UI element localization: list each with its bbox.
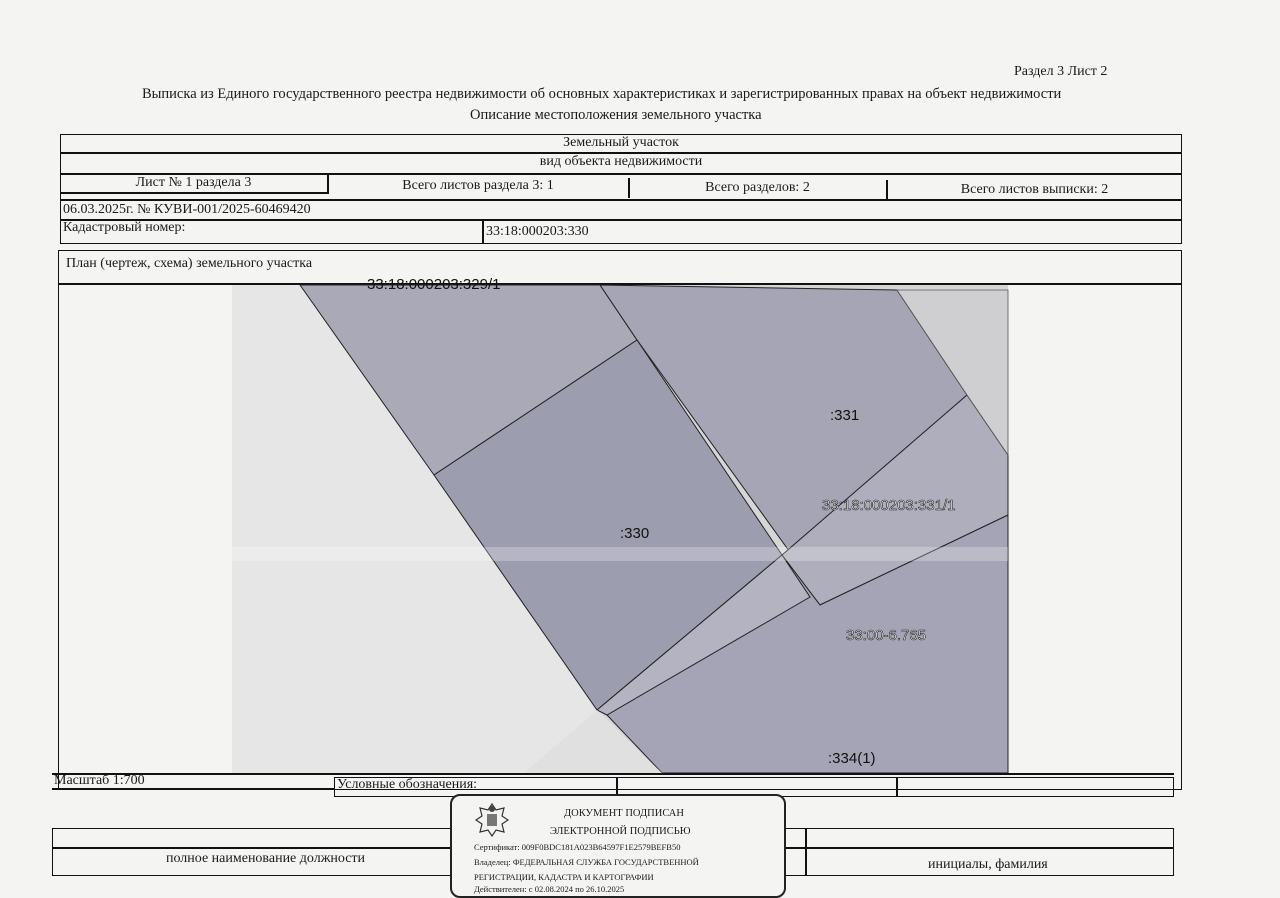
cadastral-label: Кадастровый номер: [63, 220, 186, 235]
divider [896, 777, 898, 797]
cadastral-value: 33:18:000203:330 [486, 224, 589, 239]
divider [52, 773, 1174, 775]
document-title: Выписка из Единого государственного реестра недвижимости об основных характеристиках и зарегистрированных правах на объект недвижимости [142, 86, 1062, 102]
stamp-valid: Действителен: с 02.08.2024 по 26.10.2025 [474, 884, 625, 894]
label-330: :330 [620, 525, 650, 542]
object-type: Земельный участок [563, 135, 679, 150]
divider [60, 192, 328, 194]
total-sections: Всего разделов: 2 [705, 180, 810, 195]
signature-stamp [450, 794, 786, 898]
emblem-icon [472, 800, 512, 840]
name-caption: инициалы, фамилия [928, 857, 1048, 872]
label-zone: 33:00-6.765 [846, 627, 927, 644]
scan-band [232, 547, 1008, 561]
divider [60, 219, 1182, 221]
stamp-line1: ДОКУМЕНТ ПОДПИСАН [564, 808, 684, 819]
stamp-line2: ЭЛЕКТРОННОЙ ПОДПИСЬЮ [550, 826, 691, 837]
divider [482, 219, 484, 244]
section-sheet-label: Раздел 3 Лист 2 [1014, 64, 1108, 79]
document-subtitle: Описание местоположения земельного участка [470, 107, 762, 123]
label-329-1: 33:18:000203:329/1 [367, 276, 501, 293]
divider [805, 828, 807, 876]
stamp-owner: Владелец: ФЕДЕРАЛЬНАЯ СЛУЖБА ГОСУДАРСТВЕННОЙ [474, 857, 699, 867]
plan-label: План (чертеж, схема) земельного участка [66, 256, 313, 271]
stamp-certificate: Сертификат: 009F0BDC181A023B64597F1E2579BEFB50 [474, 842, 681, 852]
label-334: :334(1) [828, 750, 876, 767]
position-caption: полное наименование должности [166, 851, 366, 866]
total-extract-sheets: Всего листов выписки: 2 [960, 182, 1109, 197]
record-date-number: 06.03.2025г. № КУВИ-001/2025-60469420 [63, 202, 311, 217]
cadastral-map [232, 276, 1008, 773]
label-331-1: 33:18:000203:331/1 [822, 497, 956, 514]
sheet-label: Лист № 1 раздела 3 [135, 175, 252, 190]
total-section-sheets: Всего листов раздела 3: 1 [402, 178, 554, 193]
stamp-owner2: РЕГИСТРАЦИИ, КАДАСТРА И КАРТОГРАФИИ [474, 872, 654, 882]
scale-label: Масштаб 1:700 [54, 773, 145, 788]
legend-label: Условные обозначения: [337, 777, 478, 792]
label-331: :331 [830, 407, 860, 424]
object-type-caption: вид объекта недвижимости [539, 154, 703, 169]
